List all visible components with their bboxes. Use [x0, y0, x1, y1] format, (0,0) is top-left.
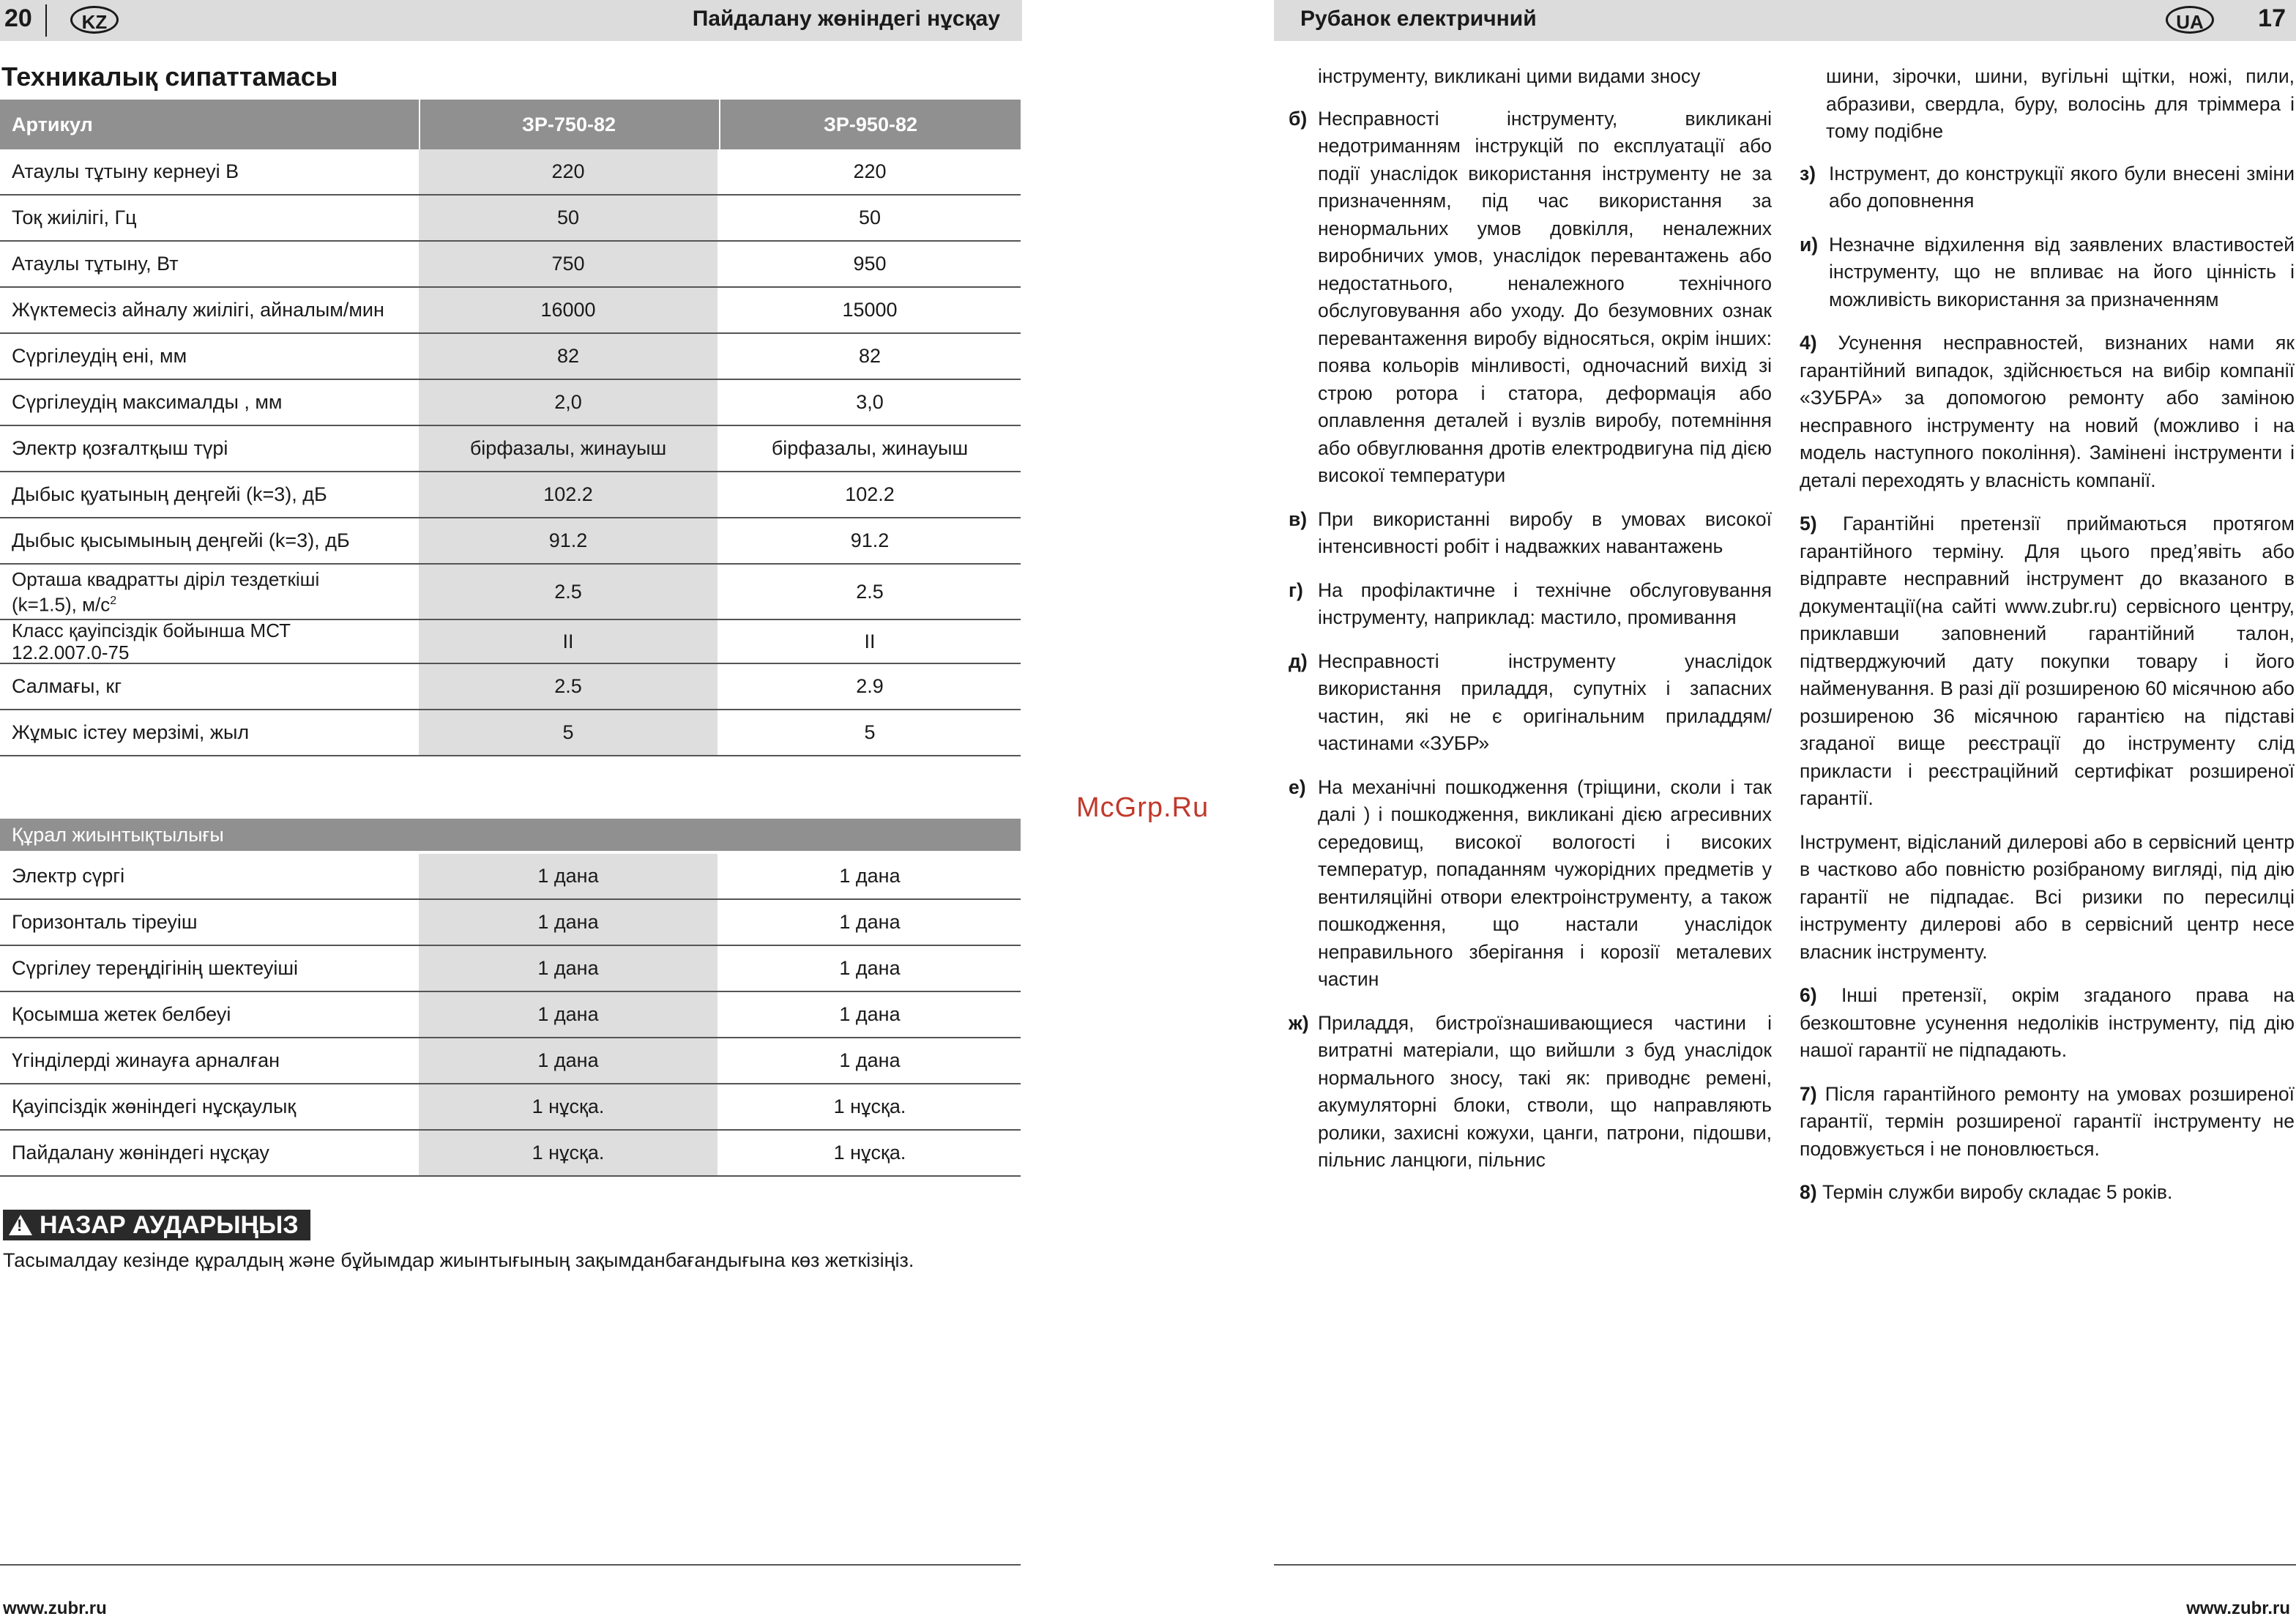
row-label: Сүргілеудің максималды , мм	[12, 391, 283, 413]
table-row	[0, 196, 1021, 242]
list-item	[1800, 160, 2295, 215]
table-row	[0, 472, 1021, 518]
row-value: 1 дана	[419, 946, 718, 991]
table-row	[0, 426, 1021, 472]
paragraph	[1800, 1179, 2295, 1207]
column-header-model-950: ЗР-950-82	[719, 100, 1021, 149]
table-row-safety-class	[0, 620, 1021, 664]
row-value: 2.9	[856, 675, 884, 697]
row-value: 1 дана	[419, 1038, 718, 1083]
spec-table-header	[0, 100, 1021, 149]
paragraph	[1800, 330, 2295, 494]
row-value: 82	[858, 345, 881, 367]
row-label: Атаулы тұтыну, Вт	[12, 253, 179, 275]
warning-text: Тасымалдау кезінде құралдың және бұйымдар жиынтығының зақымданбағандығына көз жеткізіңіз.	[3, 1249, 914, 1271]
paragraph-number: 7)	[1800, 1082, 1817, 1105]
table-row	[0, 242, 1021, 288]
row-value: 1 нұсқа.	[833, 1095, 906, 1117]
paragraph-text: Усунення несправностей, визнаних нами як гарантійний випадок, здійснюється на вибір компанії «ЗУБРА» за допомогою ремонту або заміною несправного інструменту на новий (можливо і на модель наступного покоління). Замінені інструменти і деталі переходять у власність компанії.	[1800, 332, 2295, 491]
row-label: Класс қауіпсіздік бойынша МСТ	[12, 619, 291, 641]
table-row	[0, 1131, 1021, 1177]
row-value: 750	[419, 242, 718, 286]
superscript: 2	[110, 594, 117, 607]
list-marker: з)	[1800, 162, 1816, 185]
row-value: 5	[419, 710, 718, 755]
row-value: 950	[853, 253, 887, 275]
table-row	[0, 288, 1021, 334]
list-marker: ж)	[1289, 1011, 1309, 1034]
watermark: McGrp.Ru	[1076, 792, 1210, 823]
paragraph-text: Гарантійні претензії приймаються протягом гарантійного терміну. Для цього пред’явіть або відправте несправний інструмент до вказаного в документації(на сайті www.zubr.ru) сервісного центру, приклавши заповнений гарантійний талон, підтверджуючий дату покупки товару і його найменування. В разі дії розширеною 60 місячною або розширеною 36 місячною гарантією на підставі згаданої вище реєстрації до інструменту слід прикласти і реєстраційний сертифікат розширеної гарантії.	[1800, 513, 2295, 809]
page-number: 20	[4, 4, 32, 32]
row-value: 50	[858, 206, 881, 228]
row-value: II	[419, 620, 718, 663]
list-item	[1289, 648, 1772, 758]
list-item	[1289, 105, 1772, 490]
spec-table	[0, 100, 1021, 756]
list-item	[1289, 774, 1772, 994]
row-label: Орташа квадратты діріл тездеткіші	[12, 567, 320, 590]
row-label-unit: (k=1.5), м/с	[12, 593, 111, 616]
footer-url[interactable]: www.zubr.ru	[2186, 1598, 2290, 1618]
column-header-article: Артикул	[12, 113, 93, 135]
row-value: 1 дана	[839, 911, 901, 933]
language-badge: KZ	[70, 6, 119, 34]
row-value: 5	[864, 721, 876, 743]
left-page	[0, 0, 1022, 1619]
table-row	[0, 946, 1021, 992]
warning-icon	[9, 1215, 32, 1235]
paragraph-number: 5)	[1800, 513, 1817, 535]
row-label: Үгінділерді жинауға арналған	[12, 1049, 280, 1071]
list-item-text: Несправності інструменту унаслідок використання приладдя, супутніх і запасних частин, які не є оригінальним приладдям/частинами «ЗУБР»	[1318, 650, 1772, 754]
row-value: 220	[853, 160, 887, 182]
paragraph-text: Термін служби виробу складає 5 років.	[1822, 1181, 2173, 1203]
continued-text: шини, зірочки, шини, вугільні щітки, ножі, пили, абразиви, свердла, буру, волосінь для тріммера і тому подібне	[1826, 65, 2295, 142]
paragraph	[1800, 510, 2295, 813]
list-item-text: На механічні пошкодження (тріщини, сколи і так далі ) і пошкодження, викликані дією агресивних середовищ, високої вологості і високих температур, попаданням чужорідних предметів у вентиляційні отвори електроінструменту, а також пошкодження, що настали унаслідок неправильного зберігання і корозії металевих частин	[1318, 775, 1772, 990]
table-row	[0, 664, 1021, 710]
paragraph	[1800, 982, 2295, 1065]
row-value: 102.2	[845, 483, 895, 505]
list-item-text: Інструмент, до конструкції якого були внесені зміни або доповнення	[1829, 162, 2295, 212]
list-item	[1289, 506, 1772, 561]
row-label: Жұмыс істеу мерзімі, жыл	[12, 721, 250, 743]
right-page	[1274, 0, 2296, 1619]
footer-url[interactable]: www.zubr.ru	[3, 1598, 107, 1618]
row-value: 91.2	[850, 529, 890, 551]
row-value: 91.2	[419, 518, 718, 563]
row-value: 1 дана	[839, 865, 901, 887]
language-badge: UA	[2166, 6, 2214, 34]
text-column-2	[1800, 63, 2295, 1223]
row-label: Қосымша жетек белбеуі	[12, 1003, 231, 1025]
row-value: 2.5	[419, 565, 718, 619]
table-row-vibration	[0, 565, 1021, 620]
paragraph-text: Інструмент, відісланий дилерові або в сервісний центр в частково або повністю розібраному вигляді, під дію гарантії не підпадає. Всі ризики по пересилці інструменту дилерові або в сервісний центр несе власник інструменту.	[1800, 830, 2295, 963]
paragraph-number: 6)	[1800, 984, 1817, 1006]
row-label: Дыбыс қысымының деңгейі (k=3), дБ	[12, 529, 350, 551]
footer-divider	[1274, 1564, 2296, 1566]
row-label: Салмағы, кг	[12, 675, 122, 697]
row-value: 220	[419, 149, 718, 194]
list-item-text: На профілактичне і технічне обслуговування інструменту, наприклад: мастило, промивання	[1318, 578, 1772, 628]
list-item-text: Незначне відхилення від заявлених властивостей інструменту, що не впливає на його цінність і можливість використання за призначенням	[1829, 233, 2295, 310]
list-marker: в)	[1289, 507, 1308, 530]
paragraph-number: 8)	[1800, 1181, 1817, 1203]
row-value: бірфазалы, жинауыш	[771, 437, 969, 459]
warning-banner	[3, 1210, 310, 1240]
list-item-text: При використанні виробу в умовах високої інтенсивності робіт і надважких навантажень	[1318, 507, 1772, 557]
row-value: II	[864, 630, 876, 652]
row-label: 12.2.007.0-75	[12, 641, 130, 663]
row-value: 1 дана	[419, 900, 718, 945]
row-value: 82	[419, 334, 718, 379]
list-marker: е)	[1289, 775, 1306, 798]
row-value: 1 дана	[839, 1003, 901, 1025]
paragraph-number: 4)	[1800, 332, 1817, 354]
table-row	[0, 1084, 1021, 1131]
row-label: Жүктемесіз айналу жиілігі, айналым/мин	[12, 299, 384, 321]
row-label: Пайдалану жөніндегі нұсқау	[12, 1142, 269, 1164]
list-item	[1800, 231, 2295, 314]
header-divider	[45, 4, 47, 37]
row-value: 2,0	[419, 380, 718, 425]
row-value: 2.5	[856, 580, 884, 603]
list-marker: д)	[1289, 650, 1308, 672]
list-marker: б)	[1289, 107, 1308, 130]
text-column-1	[1289, 63, 1772, 1191]
table-row	[0, 518, 1021, 565]
list-item	[1289, 577, 1772, 632]
row-label: Қауіпсіздік жөніндегі нұсқаулық	[12, 1095, 297, 1117]
table-row	[0, 710, 1021, 756]
paragraph	[1800, 1081, 2295, 1164]
footer-divider	[0, 1564, 1021, 1566]
left-page-header	[0, 0, 1022, 41]
table-row	[0, 900, 1021, 946]
row-value: 1 дана	[839, 1049, 901, 1071]
row-label: Электр сүргі	[12, 865, 125, 887]
right-page-header	[1274, 0, 2296, 41]
row-value: 1 дана	[839, 957, 901, 979]
section-title: Техникалық сипаттамасы	[1, 62, 338, 92]
list-item-text: Приладдя, бистроїзнашивающиеся частини і витратні матеріали, що вийшли з буд унаслідок нормального зносу, такі як: приводнє ремені, акумуляторні блоки, стволи, що направляють ролики, захисні кожухи, цанги, патрони, підошви, пільнис ланцюги, пільнис	[1318, 1011, 1772, 1171]
row-value: 1 нұсқа.	[833, 1142, 906, 1164]
row-value: бірфазалы, жинауыш	[419, 426, 718, 471]
paragraph-text: Інші претензії, окрім згаданого права на безкоштовне усунення недоліків інструменту, під дію нашої гарантії не підпадають.	[1800, 984, 2295, 1061]
list-item-text: Несправності інструменту, викликані недотриманням інструкцій по експлуатації або події унаслідок використання інструменту не за призначенням, під час використання за ненормальних умов довкілля, неналежних виробничих умов, унаслідок перевантажень або недостатнього, неналежного технічного обслуговування або уходу. До безумовних ознак перевантаження виробу відносяться, окрім інших: поява кольорів мінливості, одночасний вихід зі строю ротора і статора, деформація або оплавлення деталей і вузлів виробу, потемніння або обвуглювання дротів електродвигуна під дією високої температури	[1318, 107, 1772, 486]
row-value: 2.5	[419, 664, 718, 709]
row-value: 102.2	[419, 472, 718, 517]
header-title: Пайдалану жөніндегі нұсқау	[692, 7, 1000, 31]
row-value: 15000	[842, 299, 898, 321]
header-title: Рубанок електричний	[1300, 7, 1537, 31]
row-value: 16000	[419, 288, 718, 332]
table-row	[0, 380, 1021, 426]
list-marker: и)	[1800, 233, 1819, 256]
row-value: 50	[419, 196, 718, 240]
paragraph	[1800, 829, 2295, 967]
page-number: 17	[2258, 4, 2286, 32]
row-label: Горизонталь тіреуіш	[12, 911, 198, 933]
table-row	[0, 1038, 1021, 1084]
list-marker: г)	[1289, 578, 1303, 601]
row-value: 1 дана	[419, 854, 718, 898]
row-value: 1 дана	[419, 992, 718, 1037]
table-row	[0, 992, 1021, 1038]
row-label: Электр қозғалтқыш түрі	[12, 437, 228, 459]
row-value: 1 нұсқа.	[419, 1131, 718, 1175]
continued-text: інструменту, викликані цими видами зносу	[1318, 65, 1701, 87]
table-row	[0, 854, 1021, 900]
column-header-model-750: ЗР-750-82	[419, 100, 718, 149]
row-value: 1 нұсқа.	[419, 1084, 718, 1129]
row-label: Сүргілеу тереңдігінің шектеуіші	[12, 957, 298, 979]
row-label: Сүргілеудің ені, мм	[12, 345, 187, 367]
row-label: Дыбыс қуатының деңгейі (k=3), дБ	[12, 483, 327, 505]
row-label: Атаулы тұтыну кернеуі В	[12, 160, 239, 182]
kit-table	[0, 854, 1021, 1177]
row-value: 3,0	[856, 391, 884, 413]
warning-label: НАЗАР АУДАРЫҢЫЗ	[40, 1210, 299, 1239]
table-row	[0, 334, 1021, 380]
table-row	[0, 149, 1021, 196]
kit-section-title: Құрал жиынтықтылығы	[0, 819, 1021, 851]
paragraph-text: Після гарантійного ремонту на умовах розширеної гарантії, термін розширеної гарантії інструменту не подовжується і не поновлюється.	[1800, 1082, 2295, 1160]
row-label: Тоқ жиілігі, Гц	[12, 206, 137, 228]
list-item	[1289, 1010, 1772, 1175]
